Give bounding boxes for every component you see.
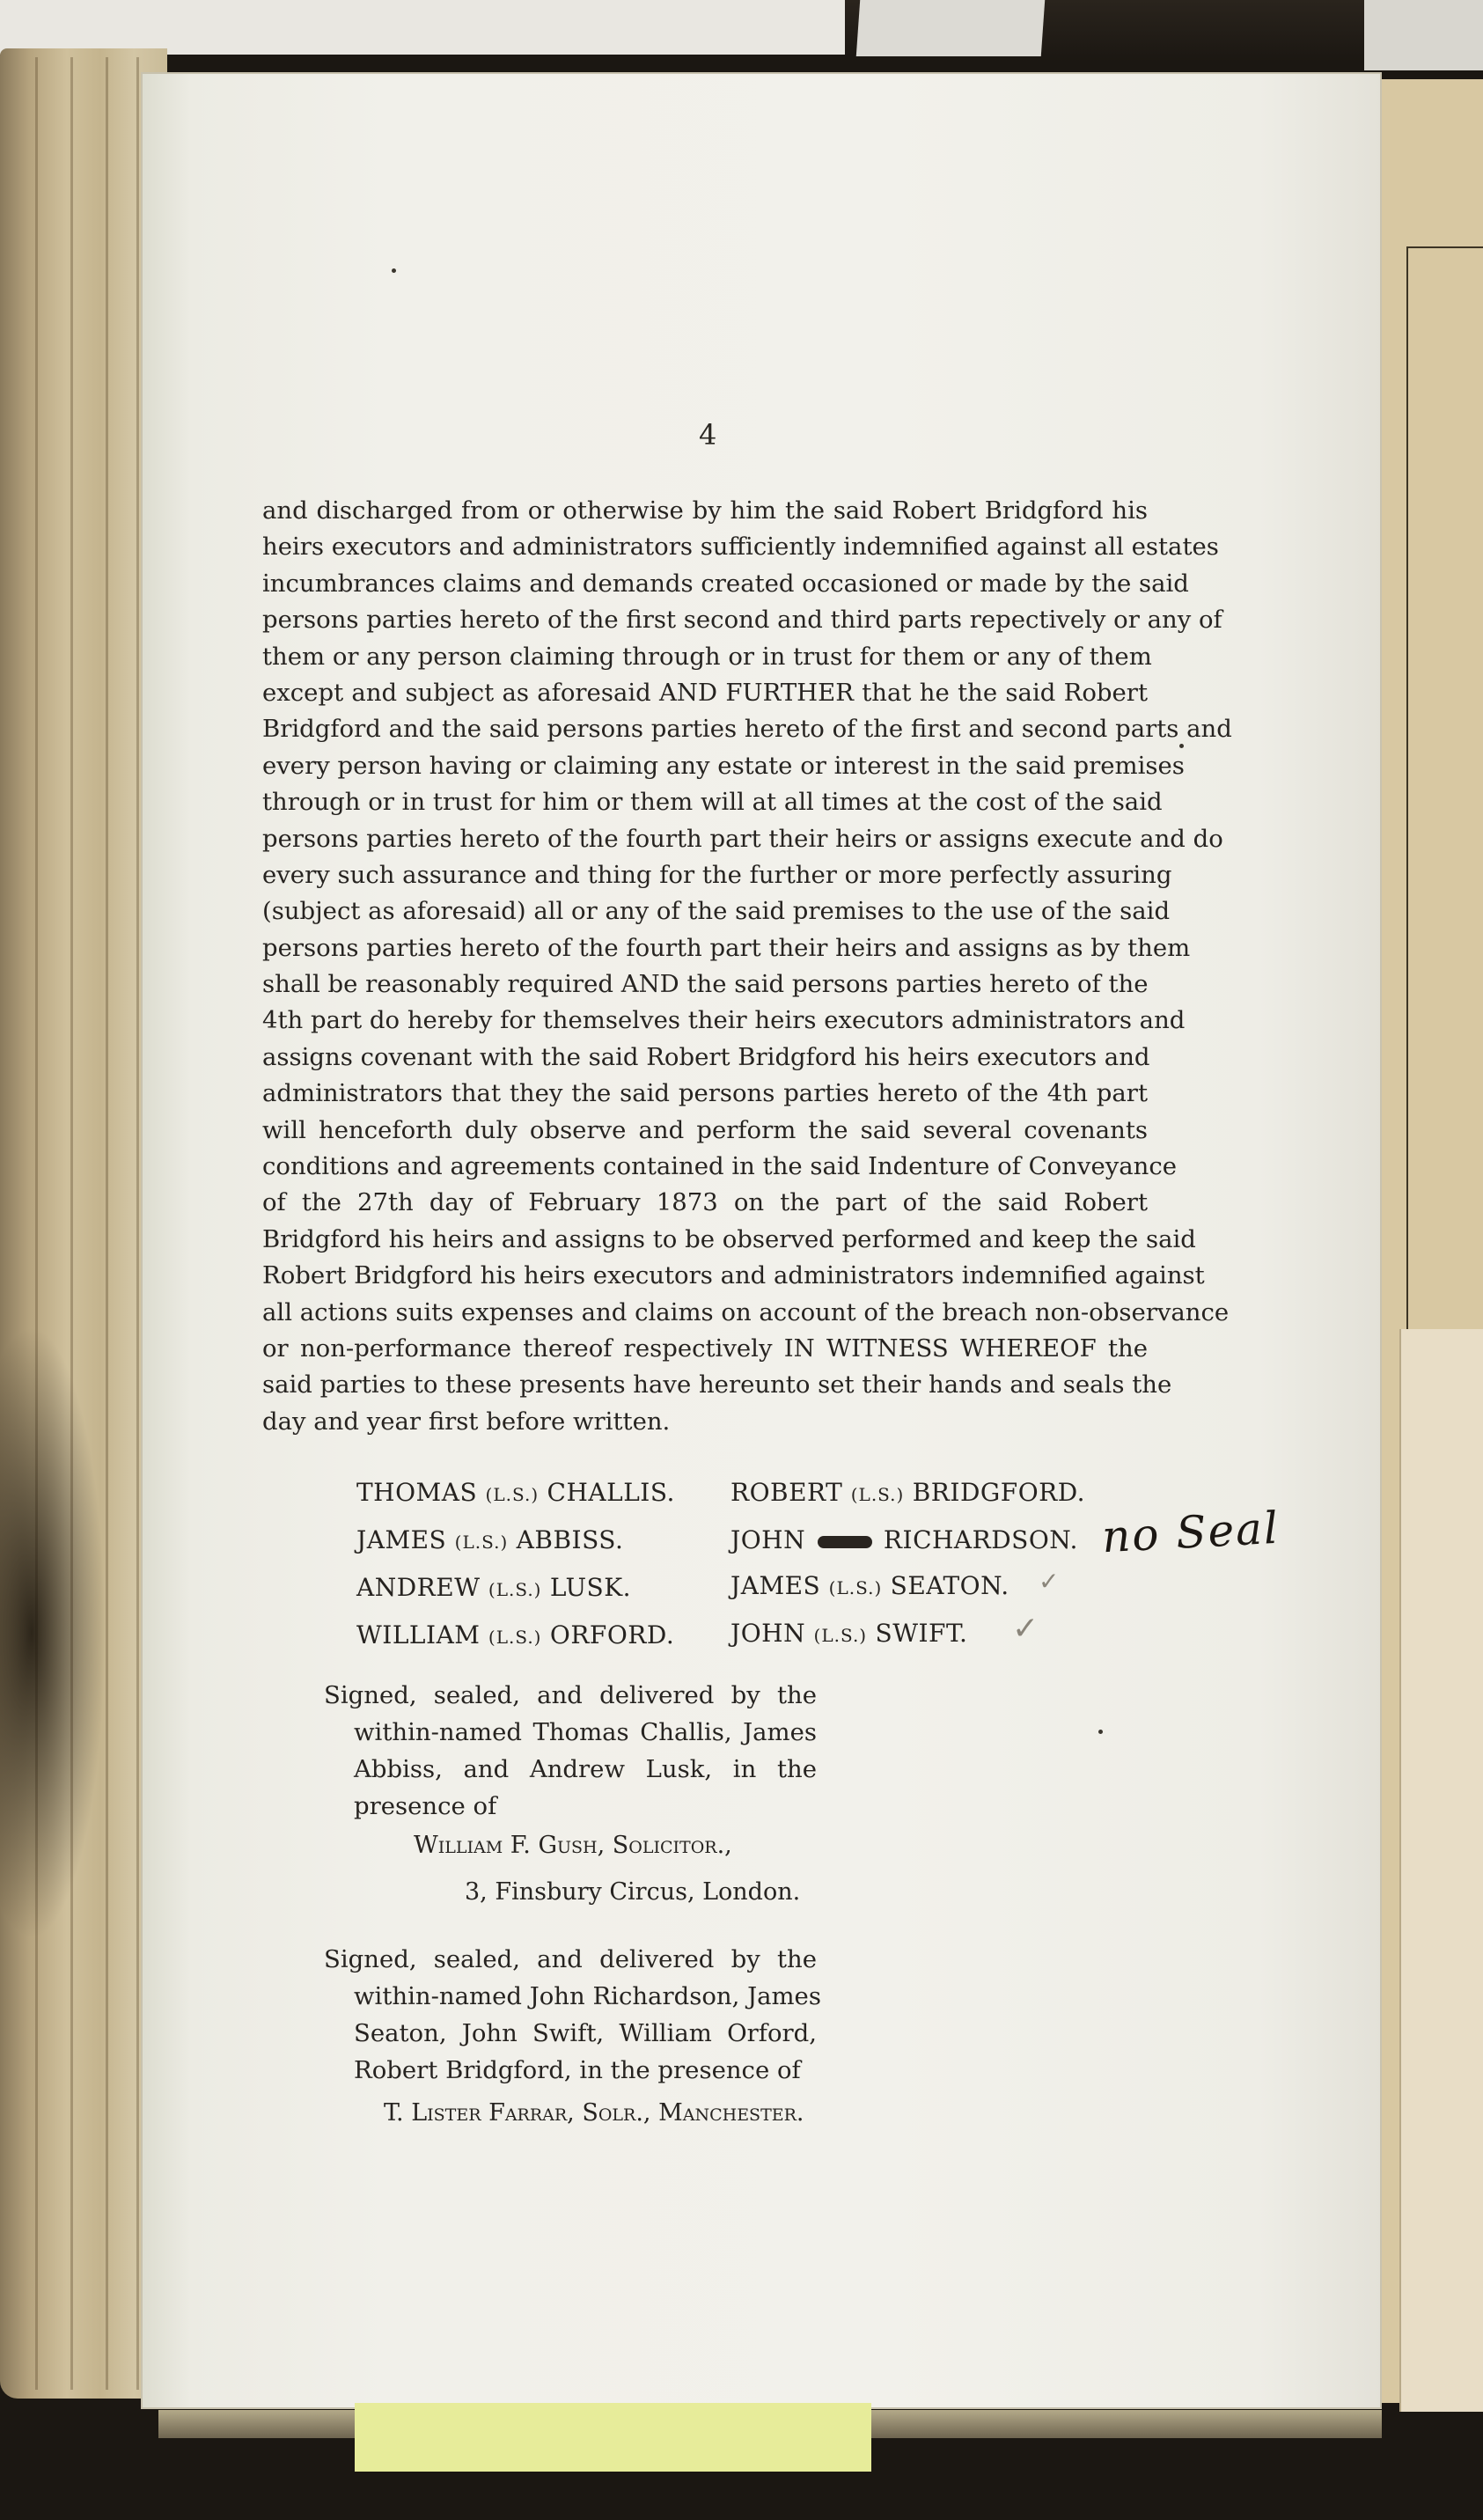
signatory-first-name: THOMAS — [356, 1478, 478, 1507]
attestation-line: within-named Thomas Challis, James — [354, 1718, 817, 1746]
signatory-last-name: CHALLIS. — [547, 1478, 675, 1507]
attestation-clause-1 — [324, 1677, 817, 1825]
seal-mark: (L.S.) — [850, 1484, 905, 1505]
body-line: persons parties hereto of the first second and third parts repectively or any of — [262, 606, 1222, 635]
body-line: (subject as aforesaid) all or any of the said premises to the use of the said — [262, 897, 1171, 926]
signatory-last-name: RICHARDSON. — [883, 1525, 1078, 1554]
body-line: every such assurance and thing for the further or more perfectly assuring — [262, 860, 1172, 889]
tick-mark: ✓ — [1039, 1567, 1060, 1596]
signatory-first-name: ROBERT — [730, 1478, 843, 1507]
body-line: conditions and agreements contained in the said Indenture of Conveyance — [262, 1152, 1178, 1181]
signatory-last-name: SWIFT. — [875, 1619, 968, 1648]
page-speck — [392, 268, 396, 273]
attestation-clause-2 — [324, 1941, 821, 2089]
attestation-line: Signed, sealed, and delivered by the — [324, 1681, 817, 1709]
witness-line-2 — [384, 2099, 804, 2127]
witness-name-1 — [414, 1832, 732, 1859]
signatory-first-name: JOHN — [730, 1525, 806, 1554]
archive-label-sticker — [355, 2403, 871, 2472]
signature-line — [356, 1613, 675, 1660]
deed-body-text — [262, 493, 1232, 1440]
body-line: assigns covenant with the said Robert Bridgford his heirs executors and — [262, 1042, 1150, 1071]
witness-address-1: 3, Finsbury Circus, London. — [465, 1878, 801, 1906]
signatures-left-column — [356, 1470, 675, 1660]
body-line: them or any person claiming through or in trust for them or any of them — [262, 642, 1152, 671]
body-line: 4th part do hereby for themselves their heirs executors administrators and — [262, 1006, 1186, 1035]
signatory-last-name: LUSK. — [549, 1573, 632, 1602]
body-line: Bridgford his heirs and assigns to be observed performed and keep the said — [262, 1224, 1196, 1253]
attestation-line: Seaton, John Swift, William Orford, — [354, 2019, 817, 2047]
signature-line — [730, 1517, 1085, 1563]
page-number: 4 — [699, 418, 717, 452]
top-right-paper — [1364, 0, 1483, 70]
body-line: or non-performance thereof respectively IN WITNESS WHEREOF the — [262, 1333, 1148, 1363]
body-line: said parties to these presents have hereunto set their hands and seals the — [262, 1370, 1172, 1400]
signatory-first-name: JAMES — [730, 1571, 821, 1600]
signatory-last-name: BRIDGFORD. — [912, 1478, 1086, 1507]
struck-out-seal — [818, 1536, 872, 1548]
body-line: of the 27th day of February 1873 on the part of the said Robert — [262, 1188, 1148, 1217]
body-line: Robert Bridgford his heirs executors and administrators indemnified against — [262, 1261, 1205, 1290]
attestation-line: Robert Bridgford, in the presence of — [354, 2056, 801, 2084]
signature-line — [356, 1517, 675, 1565]
witness-name-text: William F. Gush, Solicitor., — [414, 1832, 732, 1859]
body-line: incumbrances claims and demands created occasioned or made by the said — [262, 569, 1189, 598]
signature-line — [356, 1470, 675, 1517]
signatory-first-name: WILLIAM — [356, 1620, 481, 1649]
tick-mark: ✓ — [1012, 1611, 1039, 1647]
body-line: heirs executors and administrators sufficiently indemnified against all estates — [262, 533, 1219, 562]
body-line: persons parties hereto of the fourth part their heirs and assigns as by them — [262, 933, 1191, 962]
page-speck — [1179, 744, 1184, 748]
signature-line — [730, 1563, 1085, 1611]
handwritten-note: no Seal — [1100, 1502, 1281, 1563]
signatory-first-name: ANDREW — [356, 1573, 481, 1602]
body-line: all actions suits expenses and claims on account of the breach non-observance — [262, 1297, 1230, 1326]
page-speck — [1098, 1730, 1103, 1734]
body-line: day and year first before written. — [262, 1407, 671, 1436]
top-paper-sheet — [0, 0, 845, 55]
signatory-last-name: SEATON. — [890, 1571, 1009, 1600]
signatory-first-name: JAMES — [356, 1525, 447, 1554]
right-adjacent-page — [1382, 79, 1483, 2403]
seal-mark: (L.S.) — [488, 1627, 542, 1648]
body-line: and discharged from or otherwise by him the said Robert Bridgford his — [262, 496, 1148, 525]
signatory-last-name: ABBISS. — [516, 1525, 624, 1554]
body-line: persons parties hereto of the fourth part their heirs or assigns execute and do — [262, 824, 1223, 853]
signatory-last-name: ORFORD. — [549, 1620, 675, 1649]
seal-mark: (L.S.) — [488, 1579, 542, 1600]
seal-mark: (L.S.) — [813, 1625, 868, 1646]
signature-line — [356, 1565, 675, 1613]
body-line: will henceforth duly observe and perform the said several covenants — [262, 1115, 1148, 1144]
attestation-line: Signed, sealed, and delivered by the — [324, 1945, 817, 1973]
body-line: through or in trust for him or them will at all times at the cost of the said — [262, 788, 1163, 817]
top-paper-scrap — [856, 0, 1045, 56]
signature-line — [730, 1470, 1085, 1517]
attestation-line: presence of — [354, 1792, 497, 1820]
seal-mark: (L.S.) — [454, 1532, 509, 1553]
body-line: administrators that they the said persons parties hereto of the 4th part — [262, 1079, 1148, 1108]
body-line: every person having or claiming any estate or interest in the said premises — [262, 751, 1185, 780]
attestation-line: Abbiss, and Andrew Lusk, in the — [354, 1755, 817, 1783]
seal-mark: (L.S.) — [485, 1484, 540, 1505]
body-line: except and subject as aforesaid AND FURTHER that he the said Robert — [262, 678, 1148, 707]
witness-text: T. Lister Farrar, Solr., Manchester. — [384, 2099, 804, 2127]
body-line: shall be reasonably required AND the said persons parties hereto of the — [262, 970, 1149, 999]
seal-mark: (L.S.) — [828, 1577, 883, 1598]
body-line: Bridgford and the said persons parties hereto of the first and second parts and — [262, 715, 1232, 744]
attestation-line: within-named John Richardson, James — [354, 1982, 821, 2010]
signatory-first-name: JOHN — [730, 1619, 806, 1648]
